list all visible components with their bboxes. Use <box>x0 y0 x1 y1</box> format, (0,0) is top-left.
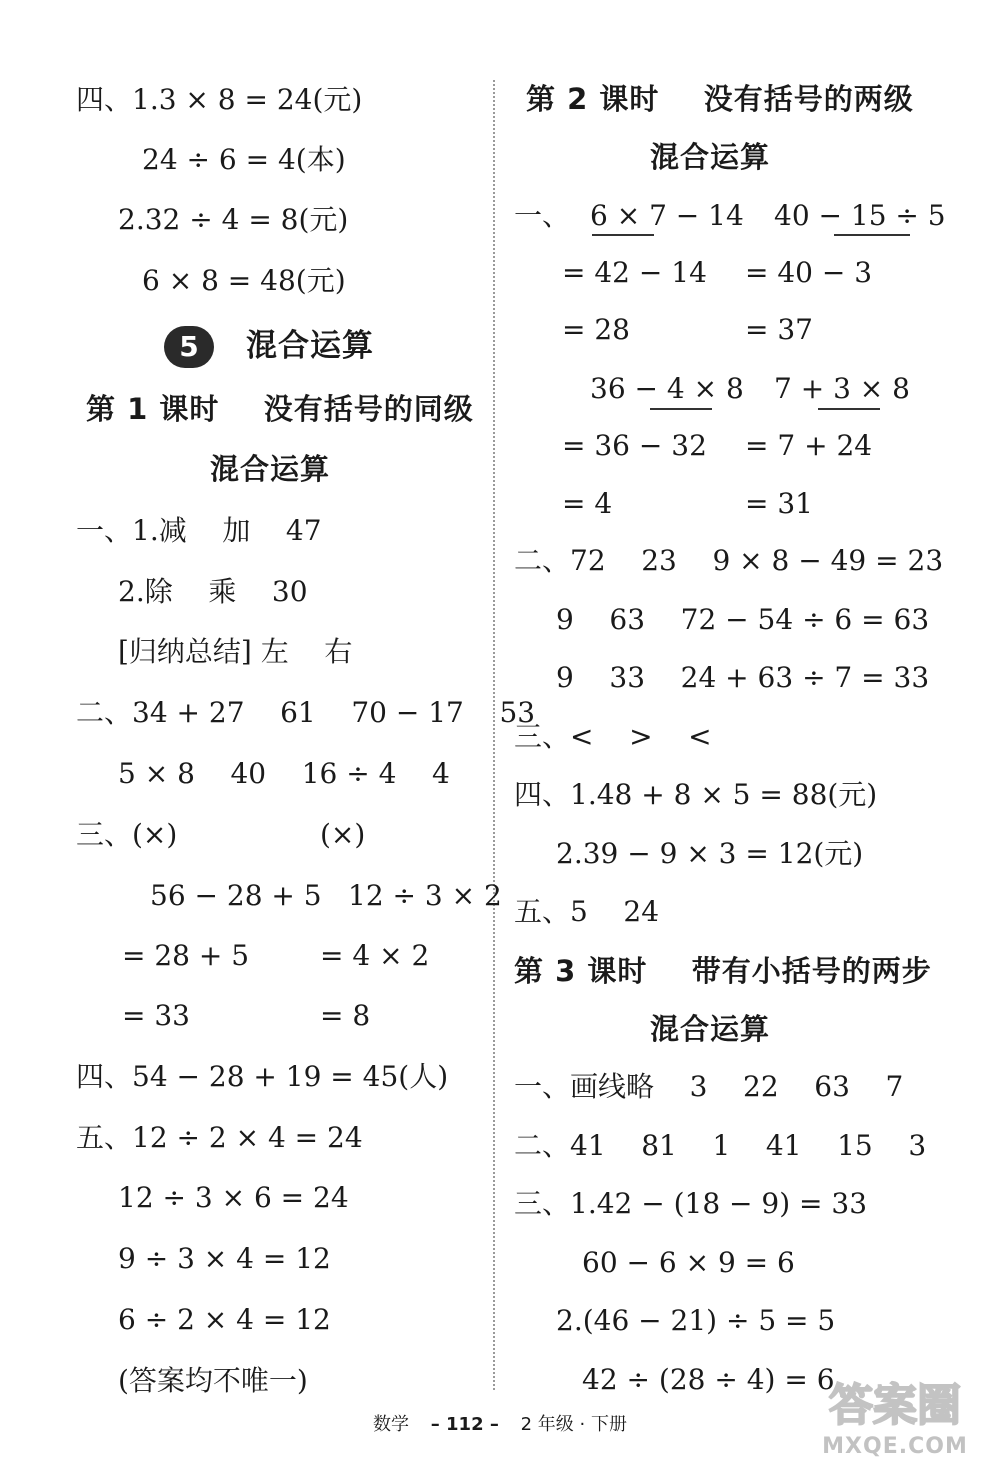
answer-line: 24 ÷ 6 = 4(本) <box>142 143 346 176</box>
calc-line: = 4 × 2 <box>320 939 430 972</box>
summary-line: [归纳总结] 左 右 <box>118 635 353 668</box>
underline-mark <box>650 408 712 410</box>
answer-line: 6 × 8 = 48(元) <box>142 264 346 297</box>
calc-line: 40 − 15 ÷ 5 <box>774 199 946 232</box>
calc-line: 6 × 7 − 14 <box>590 199 744 232</box>
underline-mark <box>592 234 654 236</box>
answer-line: 2.(46 − 21) ÷ 5 = 5 <box>556 1304 836 1337</box>
answer-line: 五、12 ÷ 2 × 4 = 24 <box>76 1121 363 1154</box>
calc-line: = 8 <box>320 999 371 1032</box>
answer-line: 2.除 乘 30 <box>118 575 308 608</box>
footer-subject: 数学 <box>373 1414 410 1435</box>
answer-line: 60 − 6 × 9 = 6 <box>582 1246 795 1279</box>
footer-grade: 2 年级 · 下册 <box>520 1414 627 1435</box>
answer-line: 9 ÷ 3 × 4 = 12 <box>118 1242 331 1275</box>
answer-line: 9 33 24 + 63 ÷ 7 = 33 <box>556 661 930 694</box>
calc-line: = 42 − 14 <box>562 256 707 289</box>
answer-line: (×) <box>320 818 366 851</box>
answer-line: 5 × 8 40 16 ÷ 4 4 <box>118 757 450 790</box>
calc-line: = 28 + 5 <box>122 939 250 972</box>
column-divider <box>493 80 495 1390</box>
calc-line: 7 + 3 × 8 <box>774 372 910 405</box>
calc-line: = 4 <box>562 487 613 520</box>
watermark-url: MXQE.COM <box>822 1434 968 1459</box>
calc-line: = 33 <box>122 999 190 1032</box>
underline-mark <box>818 408 880 410</box>
page-number: – 112 – <box>430 1414 499 1435</box>
answer-line: 三、1.42 − (18 − 9) = 33 <box>514 1187 868 1220</box>
answer-line: 12 ÷ 3 × 6 = 24 <box>118 1181 349 1214</box>
answer-line: 二、41 81 1 41 15 3 <box>514 1129 927 1162</box>
lesson-1-title-cont: 混合运算 <box>210 452 331 486</box>
answer-line: 一、1.减 加 47 <box>76 514 322 547</box>
underline-mark <box>834 234 910 236</box>
note-line: (答案均不唯一) <box>118 1364 308 1397</box>
calc-line: 36 − 4 × 8 <box>590 372 744 405</box>
answer-line: 2.32 ÷ 4 = 8(元) <box>118 203 349 236</box>
answer-line: 一、画线略 3 22 63 7 <box>514 1070 904 1103</box>
lesson-2-title: 第 2 课时 没有括号的两级 <box>526 82 914 116</box>
calc-line: = 7 + 24 <box>745 429 873 462</box>
answer-line: 9 63 72 − 54 ÷ 6 = 63 <box>556 603 930 636</box>
watermark-text: 答案圈 <box>829 1380 961 1431</box>
calc-line: = 28 <box>562 313 630 346</box>
answer-line: 二、72 23 9 × 8 − 49 = 23 <box>514 544 944 577</box>
calc-line: 12 ÷ 3 × 2 <box>348 879 502 912</box>
calc-line: = 31 <box>745 487 813 520</box>
lesson-1-title: 第 1 课时 没有括号的同级 <box>86 392 474 426</box>
answer-line: 四、54 − 28 + 19 = 45(人) <box>76 1060 449 1093</box>
answer-line: 2.39 − 9 × 3 = 12(元) <box>556 837 864 870</box>
unit-number-badge: 5 <box>164 326 214 368</box>
answer-line: 二、34 + 27 61 70 − 17 53 <box>76 696 536 729</box>
answer-line: 一、 <box>514 199 571 232</box>
answer-line: 四、1.48 + 8 × 5 = 88(元) <box>514 778 878 811</box>
answer-line: 五、5 24 <box>514 895 660 928</box>
lesson-2-title-cont: 混合运算 <box>650 140 771 174</box>
calc-line: 56 − 28 + 5 <box>150 879 322 912</box>
lesson-3-title: 第 3 课时 带有小括号的两步 <box>514 954 932 988</box>
calc-line: = 40 − 3 <box>745 256 873 289</box>
answer-line: 三、(×) <box>76 818 178 851</box>
answer-line: 42 ÷ (28 ÷ 4) = 6 <box>582 1363 835 1396</box>
answer-line: 6 ÷ 2 × 4 = 12 <box>118 1303 331 1336</box>
calc-line: = 37 <box>745 313 813 346</box>
answer-line: 四、1.3 × 8 = 24(元) <box>76 83 363 116</box>
unit-title: 混合运算 <box>246 328 374 364</box>
answer-line: 三、< > < <box>514 720 712 753</box>
watermark-logo <box>800 1380 990 1465</box>
lesson-3-title-cont: 混合运算 <box>650 1012 771 1046</box>
calc-line: = 36 − 32 <box>562 429 707 462</box>
